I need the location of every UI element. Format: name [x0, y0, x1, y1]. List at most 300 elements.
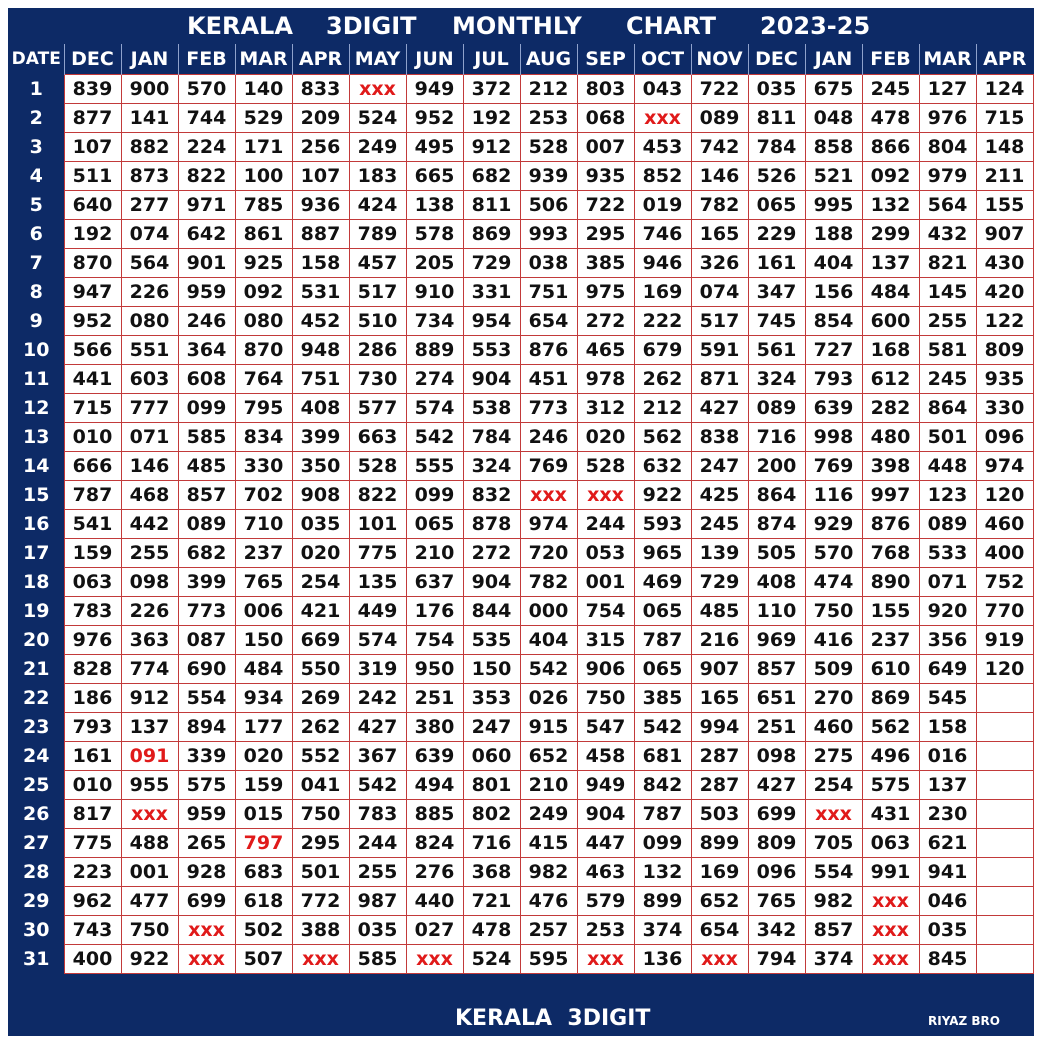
result-cell: 509 — [805, 654, 862, 683]
result-cell: 640 — [64, 190, 121, 219]
result-cell: 269 — [292, 683, 349, 712]
result-cell: 949 — [406, 74, 463, 103]
result-cell: 742 — [691, 132, 748, 161]
result-cell: 495 — [406, 132, 463, 161]
result-cell: 253 — [520, 103, 577, 132]
date-cell: 25 — [9, 770, 64, 799]
result-cell: 575 — [178, 770, 235, 799]
table-row — [9, 190, 1033, 219]
result-cell: 982 — [520, 857, 577, 886]
table-row — [9, 422, 1033, 451]
result-cell: 136 — [634, 944, 691, 973]
result-cell: 091 — [121, 741, 178, 770]
result-cell: 120 — [976, 480, 1033, 509]
result-cell: 775 — [349, 538, 406, 567]
result-cell: 784 — [463, 422, 520, 451]
result-cell: 750 — [805, 596, 862, 625]
result-cell: 192 — [64, 219, 121, 248]
result-cell: 517 — [691, 306, 748, 335]
result-cell: 920 — [919, 596, 976, 625]
result-cell: xxx — [862, 944, 919, 973]
result-cell: 994 — [691, 712, 748, 741]
result-cell: 385 — [634, 683, 691, 712]
table-row — [9, 799, 1033, 828]
result-cell: 330 — [976, 393, 1033, 422]
result-cell: 465 — [577, 335, 634, 364]
result-cell — [976, 741, 1033, 770]
result-cell: xxx — [349, 74, 406, 103]
result-cell: 666 — [64, 451, 121, 480]
result-cell: 165 — [691, 683, 748, 712]
result-cell: 027 — [406, 915, 463, 944]
result-cell: 245 — [862, 74, 919, 103]
result-cell: 092 — [862, 161, 919, 190]
result-cell — [976, 712, 1033, 741]
result-cell: 904 — [463, 567, 520, 596]
month-header: APR — [292, 44, 349, 74]
result-cell: 485 — [178, 451, 235, 480]
result-cell: 906 — [577, 654, 634, 683]
result-cell: 110 — [748, 596, 805, 625]
result-cell: 904 — [463, 364, 520, 393]
result-cell: 912 — [121, 683, 178, 712]
result-cell: 663 — [349, 422, 406, 451]
result-cell: 795 — [235, 393, 292, 422]
result-cell: 046 — [919, 886, 976, 915]
result-cell: 950 — [406, 654, 463, 683]
result-cell: 907 — [691, 654, 748, 683]
result-cell: 710 — [235, 509, 292, 538]
result-cell: 535 — [463, 625, 520, 654]
date-cell: 22 — [9, 683, 64, 712]
result-cell: 132 — [634, 857, 691, 886]
result-cell: 096 — [748, 857, 805, 886]
result-cell: 001 — [577, 567, 634, 596]
result-cell: 878 — [463, 509, 520, 538]
result-cell: 976 — [64, 625, 121, 654]
result-cell: 388 — [292, 915, 349, 944]
result-cell: 007 — [577, 132, 634, 161]
date-cell: 21 — [9, 654, 64, 683]
result-cell: 935 — [976, 364, 1033, 393]
result-cell: 612 — [862, 364, 919, 393]
result-cell: 955 — [121, 770, 178, 799]
result-cell: 746 — [634, 219, 691, 248]
result-cell: 864 — [748, 480, 805, 509]
result-cell: 528 — [520, 132, 577, 161]
result-cell: 237 — [862, 625, 919, 654]
result-cell: 257 — [520, 915, 577, 944]
table-row — [9, 306, 1033, 335]
result-cell: 101 — [349, 509, 406, 538]
result-cell: 150 — [235, 625, 292, 654]
result-cell: 894 — [178, 712, 235, 741]
result-cell: 765 — [235, 567, 292, 596]
result-cell: 769 — [520, 451, 577, 480]
result-cell: 750 — [577, 683, 634, 712]
table-row — [9, 364, 1033, 393]
result-cell: 772 — [292, 886, 349, 915]
result-cell: 833 — [292, 74, 349, 103]
date-cell: 17 — [9, 538, 64, 567]
result-cell: 997 — [862, 480, 919, 509]
month-header: JUL — [463, 44, 520, 74]
result-cell: 870 — [235, 335, 292, 364]
date-cell: 4 — [9, 161, 64, 190]
footer-label: KERALA 3DIGIT — [455, 1006, 651, 1031]
date-cell: 20 — [9, 625, 64, 654]
result-cell: 952 — [64, 306, 121, 335]
table-row — [9, 886, 1033, 915]
result-cell: 745 — [748, 306, 805, 335]
result-cell: 526 — [748, 161, 805, 190]
result-cell: 555 — [406, 451, 463, 480]
result-cell: 272 — [577, 306, 634, 335]
result-cell: 716 — [748, 422, 805, 451]
date-cell: 24 — [9, 741, 64, 770]
result-cell: 043 — [634, 74, 691, 103]
result-cell: 124 — [976, 74, 1033, 103]
result-cell: 158 — [919, 712, 976, 741]
result-cell: 350 — [292, 451, 349, 480]
result-cell: 494 — [406, 770, 463, 799]
result-cell: 811 — [463, 190, 520, 219]
result-cell: 904 — [577, 799, 634, 828]
result-cell: 993 — [520, 219, 577, 248]
result-cell: 793 — [64, 712, 121, 741]
result-cell: 550 — [292, 654, 349, 683]
result-cell: 484 — [235, 654, 292, 683]
result-cell: 900 — [121, 74, 178, 103]
result-cell: 751 — [292, 364, 349, 393]
title-kerala: KERALA — [187, 12, 293, 40]
date-cell: 7 — [9, 248, 64, 277]
result-cell: 484 — [862, 277, 919, 306]
result-cell: 939 — [520, 161, 577, 190]
result-cell: 675 — [805, 74, 862, 103]
result-cell: 453 — [634, 132, 691, 161]
date-cell: 26 — [9, 799, 64, 828]
result-cell: 468 — [121, 480, 178, 509]
result-cell: 447 — [577, 828, 634, 857]
result-cell: 936 — [292, 190, 349, 219]
result-cell: 295 — [292, 828, 349, 857]
result-cell: 211 — [976, 161, 1033, 190]
result-cell: 542 — [520, 654, 577, 683]
result-cell: 295 — [577, 219, 634, 248]
result-cell: 186 — [64, 683, 121, 712]
result-cell: 006 — [235, 596, 292, 625]
result-cell: 183 — [349, 161, 406, 190]
table-row — [9, 103, 1033, 132]
result-cell: 934 — [235, 683, 292, 712]
result-cell: 442 — [121, 509, 178, 538]
result-cell: 974 — [520, 509, 577, 538]
result-cell: 216 — [691, 625, 748, 654]
result-cell: 773 — [178, 596, 235, 625]
result-cell: 127 — [919, 74, 976, 103]
result-cell: 089 — [691, 103, 748, 132]
month-header: JAN — [805, 44, 862, 74]
table-row — [9, 770, 1033, 799]
result-cell: 528 — [349, 451, 406, 480]
table-row — [9, 480, 1033, 509]
result-cell: 574 — [406, 393, 463, 422]
result-cell: 247 — [463, 712, 520, 741]
result-cell: 099 — [634, 828, 691, 857]
date-cell: 13 — [9, 422, 64, 451]
result-cell: 869 — [463, 219, 520, 248]
result-cell: 954 — [463, 306, 520, 335]
result-cell: 107 — [64, 132, 121, 161]
result-cell: 374 — [805, 944, 862, 973]
result-cell: 811 — [748, 103, 805, 132]
result-cell: 427 — [349, 712, 406, 741]
result-cell: 019 — [634, 190, 691, 219]
result-cell: 212 — [520, 74, 577, 103]
result-cell: 249 — [349, 132, 406, 161]
result-cell: 188 — [805, 219, 862, 248]
result-cell: 408 — [748, 567, 805, 596]
result-cell: 542 — [634, 712, 691, 741]
month-header: NOV — [691, 44, 748, 74]
result-cell: 754 — [406, 625, 463, 654]
result-cell: 690 — [178, 654, 235, 683]
result-cell: 363 — [121, 625, 178, 654]
result-cell: 817 — [64, 799, 121, 828]
result-cell: 244 — [577, 509, 634, 538]
result-cell: 857 — [178, 480, 235, 509]
result-cell: 176 — [406, 596, 463, 625]
result-cell — [976, 799, 1033, 828]
result-cell: 177 — [235, 712, 292, 741]
result-cell: 399 — [292, 422, 349, 451]
result-cell: 065 — [634, 654, 691, 683]
result-cell: 145 — [919, 277, 976, 306]
result-cell: 654 — [691, 915, 748, 944]
result-cell: 774 — [121, 654, 178, 683]
table-row — [9, 596, 1033, 625]
result-cell: 969 — [748, 625, 805, 654]
result-cell: 575 — [862, 770, 919, 799]
result-cell: 299 — [862, 219, 919, 248]
result-cell: 485 — [691, 596, 748, 625]
table-row — [9, 132, 1033, 161]
result-cell: 804 — [919, 132, 976, 161]
result-cell: 521 — [805, 161, 862, 190]
result-cell: xxx — [634, 103, 691, 132]
result-cell: 721 — [463, 886, 520, 915]
result-cell: 274 — [406, 364, 463, 393]
result-cell: 722 — [691, 74, 748, 103]
result-cell: xxx — [121, 799, 178, 828]
result-cell: 400 — [976, 538, 1033, 567]
result-cell: 171 — [235, 132, 292, 161]
chart-frame — [8, 8, 1034, 1036]
date-cell: 28 — [9, 857, 64, 886]
result-cell: 137 — [919, 770, 976, 799]
result-cell: 251 — [406, 683, 463, 712]
result-cell: 874 — [748, 509, 805, 538]
result-cell: 399 — [178, 567, 235, 596]
result-cell: 480 — [862, 422, 919, 451]
result-cell: 364 — [178, 335, 235, 364]
month-header: APR — [976, 44, 1033, 74]
result-cell: 861 — [235, 219, 292, 248]
result-cell: 727 — [805, 335, 862, 364]
result-cell: 100 — [235, 161, 292, 190]
result-cell: 618 — [235, 886, 292, 915]
result-cell: 146 — [121, 451, 178, 480]
result-cell: 593 — [634, 509, 691, 538]
date-cell: 31 — [9, 944, 64, 973]
result-cell: 169 — [634, 277, 691, 306]
result-cell — [976, 828, 1033, 857]
date-cell: 29 — [9, 886, 64, 915]
result-cell: 210 — [520, 770, 577, 799]
result-cell: 255 — [349, 857, 406, 886]
result-cell: 652 — [691, 886, 748, 915]
result-cell: 452 — [292, 306, 349, 335]
result-cell: 579 — [577, 886, 634, 915]
result-cell: 751 — [520, 277, 577, 306]
result-cell: 158 — [292, 248, 349, 277]
table-row — [9, 219, 1033, 248]
table-row — [9, 654, 1033, 683]
result-cell: 551 — [121, 335, 178, 364]
month-header: OCT — [634, 44, 691, 74]
result-cell: 330 — [235, 451, 292, 480]
result-cell: 564 — [121, 248, 178, 277]
result-cell: 155 — [976, 190, 1033, 219]
result-cell: 223 — [64, 857, 121, 886]
date-cell: 9 — [9, 306, 64, 335]
result-cell: 212 — [634, 393, 691, 422]
result-cell: 205 — [406, 248, 463, 277]
result-cell — [976, 857, 1033, 886]
result-cell: 140 — [235, 74, 292, 103]
result-cell: 750 — [121, 915, 178, 944]
result-cell: 566 — [64, 335, 121, 364]
result-cell: 474 — [805, 567, 862, 596]
result-cell: xxx — [520, 480, 577, 509]
result-cell: 702 — [235, 480, 292, 509]
date-column-header: DATE — [9, 44, 64, 74]
result-cell: 665 — [406, 161, 463, 190]
date-cell: 8 — [9, 277, 64, 306]
result-cell: 651 — [748, 683, 805, 712]
result-cell: 877 — [64, 103, 121, 132]
result-cell: 374 — [634, 915, 691, 944]
result-cell: xxx — [406, 944, 463, 973]
result-cell: 821 — [919, 248, 976, 277]
result-cell: 866 — [862, 132, 919, 161]
date-cell: 5 — [9, 190, 64, 219]
result-cell: 430 — [976, 248, 1033, 277]
result-cell: 959 — [178, 277, 235, 306]
result-cell: 765 — [748, 886, 805, 915]
result-cell: 783 — [349, 799, 406, 828]
result-cell: 783 — [64, 596, 121, 625]
result-cell: 244 — [349, 828, 406, 857]
result-cell: 946 — [634, 248, 691, 277]
result-cell: 421 — [292, 596, 349, 625]
result-cell: 889 — [406, 335, 463, 364]
result-cell: 020 — [292, 538, 349, 567]
result-cell: 080 — [121, 306, 178, 335]
result-cell: 864 — [919, 393, 976, 422]
result-cell: 782 — [691, 190, 748, 219]
result-cell: 857 — [805, 915, 862, 944]
result-cell: 873 — [121, 161, 178, 190]
result-cell: 071 — [121, 422, 178, 451]
date-cell: 19 — [9, 596, 64, 625]
result-cell: 312 — [577, 393, 634, 422]
result-cell: 155 — [862, 596, 919, 625]
result-cell: 976 — [919, 103, 976, 132]
result-cell: 071 — [919, 567, 976, 596]
result-cell: 230 — [919, 799, 976, 828]
result-cell: 015 — [235, 799, 292, 828]
result-cell: 639 — [805, 393, 862, 422]
results-table — [9, 44, 1034, 974]
result-cell: 074 — [121, 219, 178, 248]
result-cell: 503 — [691, 799, 748, 828]
result-cell: 247 — [691, 451, 748, 480]
result-cell: 987 — [349, 886, 406, 915]
result-cell: xxx — [178, 944, 235, 973]
result-cell: 501 — [292, 857, 349, 886]
result-cell: 324 — [748, 364, 805, 393]
result-cell: 506 — [520, 190, 577, 219]
result-cell: 834 — [235, 422, 292, 451]
result-cell: 237 — [235, 538, 292, 567]
result-cell: 679 — [634, 335, 691, 364]
result-cell: 270 — [805, 683, 862, 712]
date-cell: 27 — [9, 828, 64, 857]
result-cell: 161 — [64, 741, 121, 770]
result-cell: 564 — [919, 190, 976, 219]
result-cell: 978 — [577, 364, 634, 393]
result-cell: 150 — [463, 654, 520, 683]
result-cell: 908 — [292, 480, 349, 509]
result-cell: 286 — [349, 335, 406, 364]
result-cell: 098 — [748, 741, 805, 770]
result-cell: 159 — [64, 538, 121, 567]
result-cell: 380 — [406, 712, 463, 741]
result-cell: 168 — [862, 335, 919, 364]
result-cell: 822 — [178, 161, 235, 190]
result-cell: 699 — [178, 886, 235, 915]
result-cell: 991 — [862, 857, 919, 886]
result-cell: 092 — [235, 277, 292, 306]
result-cell: 161 — [748, 248, 805, 277]
result-cell: 342 — [748, 915, 805, 944]
result-cell: 368 — [463, 857, 520, 886]
result-cell: 275 — [805, 741, 862, 770]
result-cell: 787 — [634, 625, 691, 654]
table-row — [9, 74, 1033, 103]
result-cell: 156 — [805, 277, 862, 306]
result-cell: 998 — [805, 422, 862, 451]
result-cell: 041 — [292, 770, 349, 799]
result-cell: 517 — [349, 277, 406, 306]
result-cell: 460 — [976, 509, 1033, 538]
result-cell: 562 — [862, 712, 919, 741]
table-row — [9, 944, 1033, 973]
result-cell: 554 — [805, 857, 862, 886]
result-cell: 372 — [463, 74, 520, 103]
